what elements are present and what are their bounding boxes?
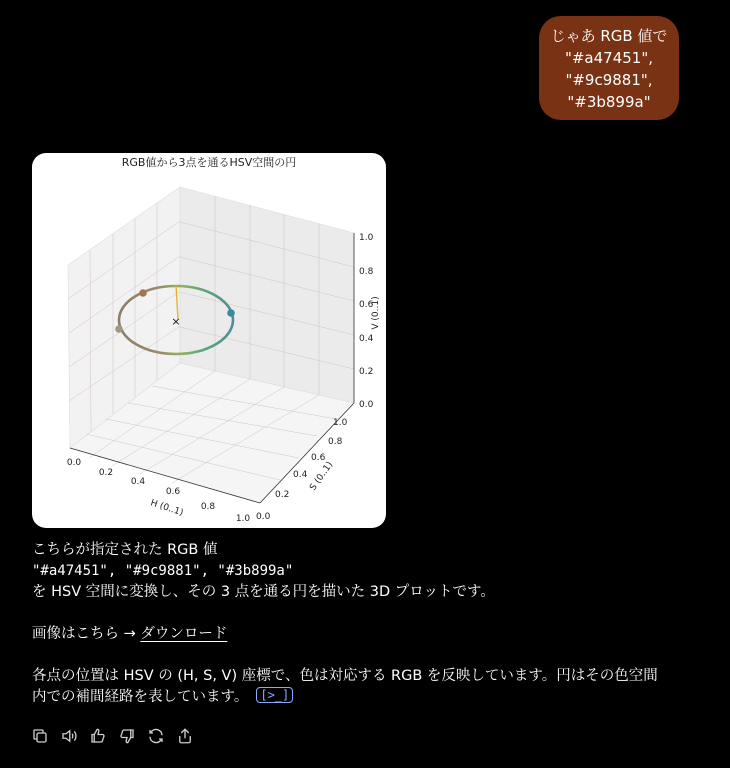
- y-tick: 0.4: [293, 470, 308, 480]
- user-message-line: "#9c9881",: [565, 71, 653, 89]
- x-tick: 1.0: [235, 514, 251, 524]
- share-icon: [176, 727, 194, 745]
- x-tick: 0.2: [98, 468, 114, 478]
- y-axis-label: S (0..1): [308, 460, 336, 493]
- reply-rgb-values: "#a47451", "#9c9881", "#3b899a": [32, 563, 294, 579]
- share-button[interactable]: [175, 726, 195, 746]
- x-axis-label: H (0..1): [149, 498, 185, 519]
- user-message-line: "#a47451",: [564, 49, 654, 67]
- message-actions: [30, 726, 195, 748]
- y-tick: 0.8: [328, 437, 343, 447]
- download-prefix: 画像はこちら →: [32, 626, 141, 642]
- point-3b899a: [227, 309, 235, 317]
- x-tick: 0.0: [66, 458, 82, 468]
- thumbs-down-icon: [118, 727, 136, 745]
- download-line: [32, 624, 682, 645]
- point-a47451: [139, 289, 147, 297]
- code-interpreter-icon[interactable]: [>_]: [256, 687, 293, 703]
- thumbs-down-button[interactable]: [117, 726, 137, 746]
- y-tick: 1.0: [333, 418, 348, 428]
- user-message-line: "#3b899a": [567, 93, 651, 111]
- user-message-bubble: [539, 16, 679, 120]
- z-tick: 0.8: [359, 267, 374, 277]
- thumbs-up-icon: [89, 727, 107, 745]
- z-tick: 0.4: [359, 334, 374, 344]
- reply-line: 各点の位置は HSV の (H, S, V) 座標で、色は対応する RGB を反映しています。円はその色空間: [32, 668, 658, 684]
- point-9c9881: [115, 325, 123, 333]
- regenerate-icon: [147, 727, 165, 745]
- y-tick: 0.6: [311, 453, 326, 463]
- copy-icon: [31, 727, 49, 745]
- center-marker: ×: [171, 315, 181, 328]
- reply-line: こちらが指定された RGB 値: [32, 542, 218, 558]
- reply-line: を HSV 空間に変換し、その 3 点を通る円を描いた 3D プロットです。: [32, 584, 495, 600]
- user-message-line: じゃあ RGB 値で: [550, 27, 668, 45]
- speaker-icon: [60, 727, 78, 745]
- assistant-reply: [32, 540, 682, 708]
- z-tick: 0.2: [359, 367, 374, 377]
- z-tick: 1.0: [359, 233, 374, 243]
- z-axis-label: V (0..1): [371, 296, 381, 330]
- regenerate-button[interactable]: [146, 726, 166, 746]
- thumbs-up-button[interactable]: [88, 726, 108, 746]
- z-tick: 0.6: [359, 300, 374, 310]
- copy-button[interactable]: [30, 726, 50, 746]
- plot-svg: [32, 153, 386, 528]
- plot-image[interactable]: [32, 153, 386, 528]
- reply-line-last: [32, 687, 682, 708]
- read-aloud-button[interactable]: [59, 726, 79, 746]
- y-tick: 0.2: [275, 490, 290, 500]
- z-tick: 0.0: [359, 400, 374, 410]
- x-tick: 0.6: [165, 487, 181, 497]
- y-tick: 0.0: [256, 512, 271, 522]
- reply-line-text: 内での補間経路を表しています。: [32, 689, 249, 705]
- x-tick: 0.4: [130, 477, 146, 487]
- plot-title: RGB値から3点を通るHSV空間の円: [121, 156, 297, 169]
- x-tick: 0.8: [200, 502, 216, 512]
- download-link[interactable]: ダウンロード: [140, 626, 228, 642]
